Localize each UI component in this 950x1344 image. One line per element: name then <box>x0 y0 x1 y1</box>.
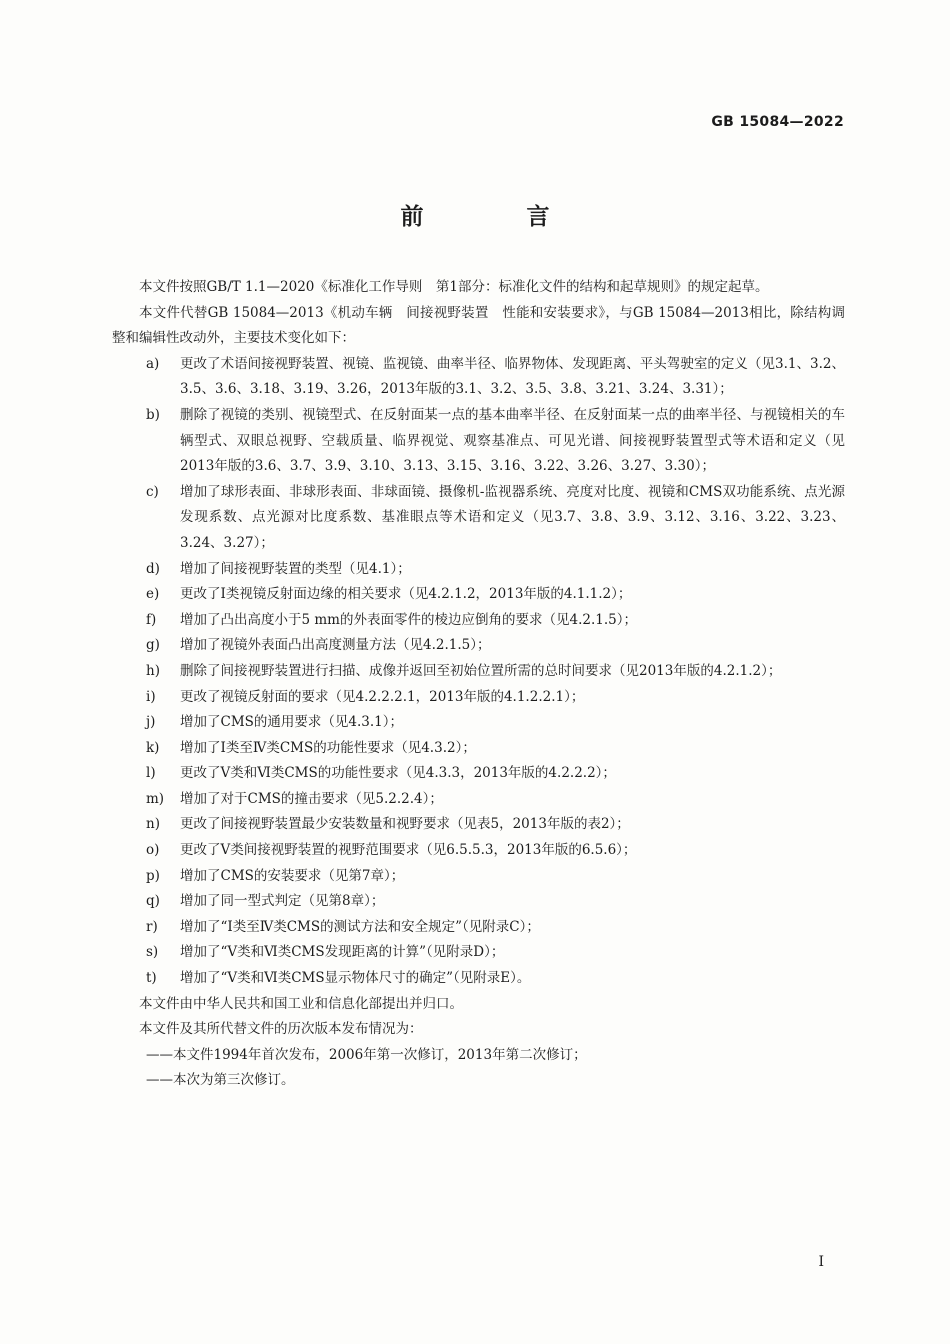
list-item <box>112 685 845 711</box>
list-marker: e) <box>146 586 160 603</box>
list-item-text: 增加了凸出高度小于5 mm的外表面零件的棱边应倒角的要求（见4.2.1.5）； <box>180 611 637 628</box>
list-item-text: 增加了间接视野装置的类型（见4.1）； <box>180 560 411 577</box>
list-item <box>112 736 845 762</box>
intro-paragraph: 本文件代替GB 15084—2013《机动车辆 间接视野装置 性能和安装要求》，与GB 15084—2013相比，除结构调整和编辑性改动外，主要技术变化如下： <box>112 304 845 347</box>
list-marker: p) <box>146 867 160 884</box>
list-marker: o) <box>146 842 160 859</box>
list-item <box>112 710 845 736</box>
list-item-text: 更改了Ⅴ类间接视野装置的视野范围要求（见6.5.5.3，2013年版的6.5.6）； <box>180 842 637 859</box>
list-item <box>112 940 845 966</box>
list-item <box>112 889 845 915</box>
list-marker: s) <box>146 944 159 961</box>
list-marker: h) <box>146 662 160 679</box>
list-item <box>112 659 845 685</box>
list-marker: q) <box>146 893 160 910</box>
list-marker: b) <box>146 406 160 423</box>
list-item-text: 更改了Ⅴ类和Ⅵ类CMS的功能性要求（见4.3.3，2013年版的4.2.2.2）； <box>180 765 616 782</box>
list-marker: r) <box>146 918 158 935</box>
list-item-text: 增加了Ⅰ类至Ⅳ类CMS的功能性要求（见4.3.2）； <box>180 739 476 756</box>
list-item <box>112 761 845 787</box>
list-item <box>112 480 845 557</box>
page-title: 前 言 <box>400 204 590 230</box>
list-item <box>112 557 845 583</box>
list-marker: f) <box>146 611 157 628</box>
list-item-text: 增加了“Ⅴ类和Ⅵ类CMS发现距离的计算”（见附录D）； <box>180 944 505 961</box>
list-item <box>112 864 845 890</box>
list-item-text: 增加了“Ⅰ类至Ⅳ类CMS的测试方法和安全规定”（见附录C）； <box>180 918 540 935</box>
list-item-text: 增加了CMS的安装要求（见第7章）； <box>180 867 405 884</box>
intro-paragraph: 本文件按照GB/T 1.1—2020《标准化工作导则 第1部分：标准化文件的结构和起草规则》的规定起草。 <box>139 279 769 295</box>
standard-number: GB 15084—2022 <box>711 114 844 130</box>
history-item: ——本文件1994年首次发布，2006年第一次修订，2013年第二次修订； <box>146 1046 587 1063</box>
list-item-text: 更改了间接视野装置最少安装数量和视野要求（见表5，2013年版的表2）； <box>180 816 630 833</box>
list-marker: c) <box>146 483 159 500</box>
history-item: ——本次为第三次修订。 <box>146 1072 295 1089</box>
list-marker: n) <box>146 816 160 833</box>
list-marker: m) <box>146 790 165 807</box>
list-marker: t) <box>146 970 157 987</box>
list-item <box>112 352 845 403</box>
list-item-text: 更改了视镜反射面的要求（见4.2.2.2.1，2013年版的4.1.2.2.1）； <box>180 688 585 705</box>
list-marker: k) <box>146 739 160 756</box>
list-item <box>112 608 845 634</box>
list-item-text: 增加了球形表面、非球形表面、非球面镜、摄像机-监视器系统、亮度对比度、视镜和CMS双功能系统、点光源发现系数、点光源对比度系数、基准眼点等术语和定义（见3.7、3.8、3.9、3.12、3.16、3.22、3.23、3.24、3.27）； <box>180 483 845 551</box>
list-item-text: 增加了CMS的通用要求（见4.3.1）； <box>180 714 404 731</box>
list-item <box>112 812 845 838</box>
list-marker: j) <box>146 714 156 731</box>
list-item <box>112 787 845 813</box>
list-item <box>112 403 845 480</box>
list-item-text: 删除了视镜的类别、视镜型式、在反射面某一点的基本曲率半径、在反射面某一点的曲率半径、与视镜相关的车辆型式、双眼总视野、空载质量、临界视觉、观察基准点、可见光谱、间接视野装置型式等术语和定义（见2013年版的3.6、3.7、3.9、3.10、3.13、3.15、3.16、3.22、3.26、3.27、3.30）； <box>180 406 845 475</box>
list-marker: i) <box>146 688 156 705</box>
list-marker: a) <box>146 355 160 372</box>
list-item-text: 增加了视镜外表面凸出高度测量方法（见4.2.1.5）； <box>180 637 491 654</box>
list-item-text: 增加了对于CMS的撞击要求（见5.2.2.4）； <box>180 790 443 807</box>
list-item <box>112 633 845 659</box>
list-item <box>112 838 845 864</box>
document-body <box>112 275 845 1094</box>
closing-paragraph: 本文件及其所代替文件的历次版本发布情况为： <box>139 1021 423 1038</box>
closing-paragraph: 本文件由中华人民共和国工业和信息化部提出并归口。 <box>139 995 463 1012</box>
list-marker: g) <box>146 637 160 654</box>
list-item-text: 增加了同一型式判定（见第8章）； <box>180 893 385 910</box>
list-item-text: 增加了“Ⅴ类和Ⅵ类CMS显示物体尺寸的确定”（见附录E）。 <box>180 970 531 987</box>
page-number: Ⅰ <box>818 1254 824 1270</box>
changes-list <box>112 352 845 992</box>
list-item <box>112 582 845 608</box>
list-item-text: 删除了间接视野装置进行扫描、成像并返回至初始位置所需的总时间要求（见2013年版的4.2.1.2）； <box>180 662 782 679</box>
list-marker: d) <box>146 560 160 577</box>
list-item-text: 更改了术语间接视野装置、视镜、监视镜、曲率半径、临界物体、发现距离、平头驾驶室的定义（见3.1、3.2、3.5、3.6、3.18、3.19、3.26，2013年版的3.1、3.2、3.5、3.8、3.21、3.24、3.31）； <box>180 355 845 398</box>
list-item <box>112 915 845 941</box>
list-item <box>112 966 845 992</box>
list-marker: l) <box>146 765 156 782</box>
list-item-text: 更改了Ⅰ类视镜反射面边缘的相关要求（见4.2.1.2，2013年版的4.1.1.2）； <box>180 586 632 603</box>
